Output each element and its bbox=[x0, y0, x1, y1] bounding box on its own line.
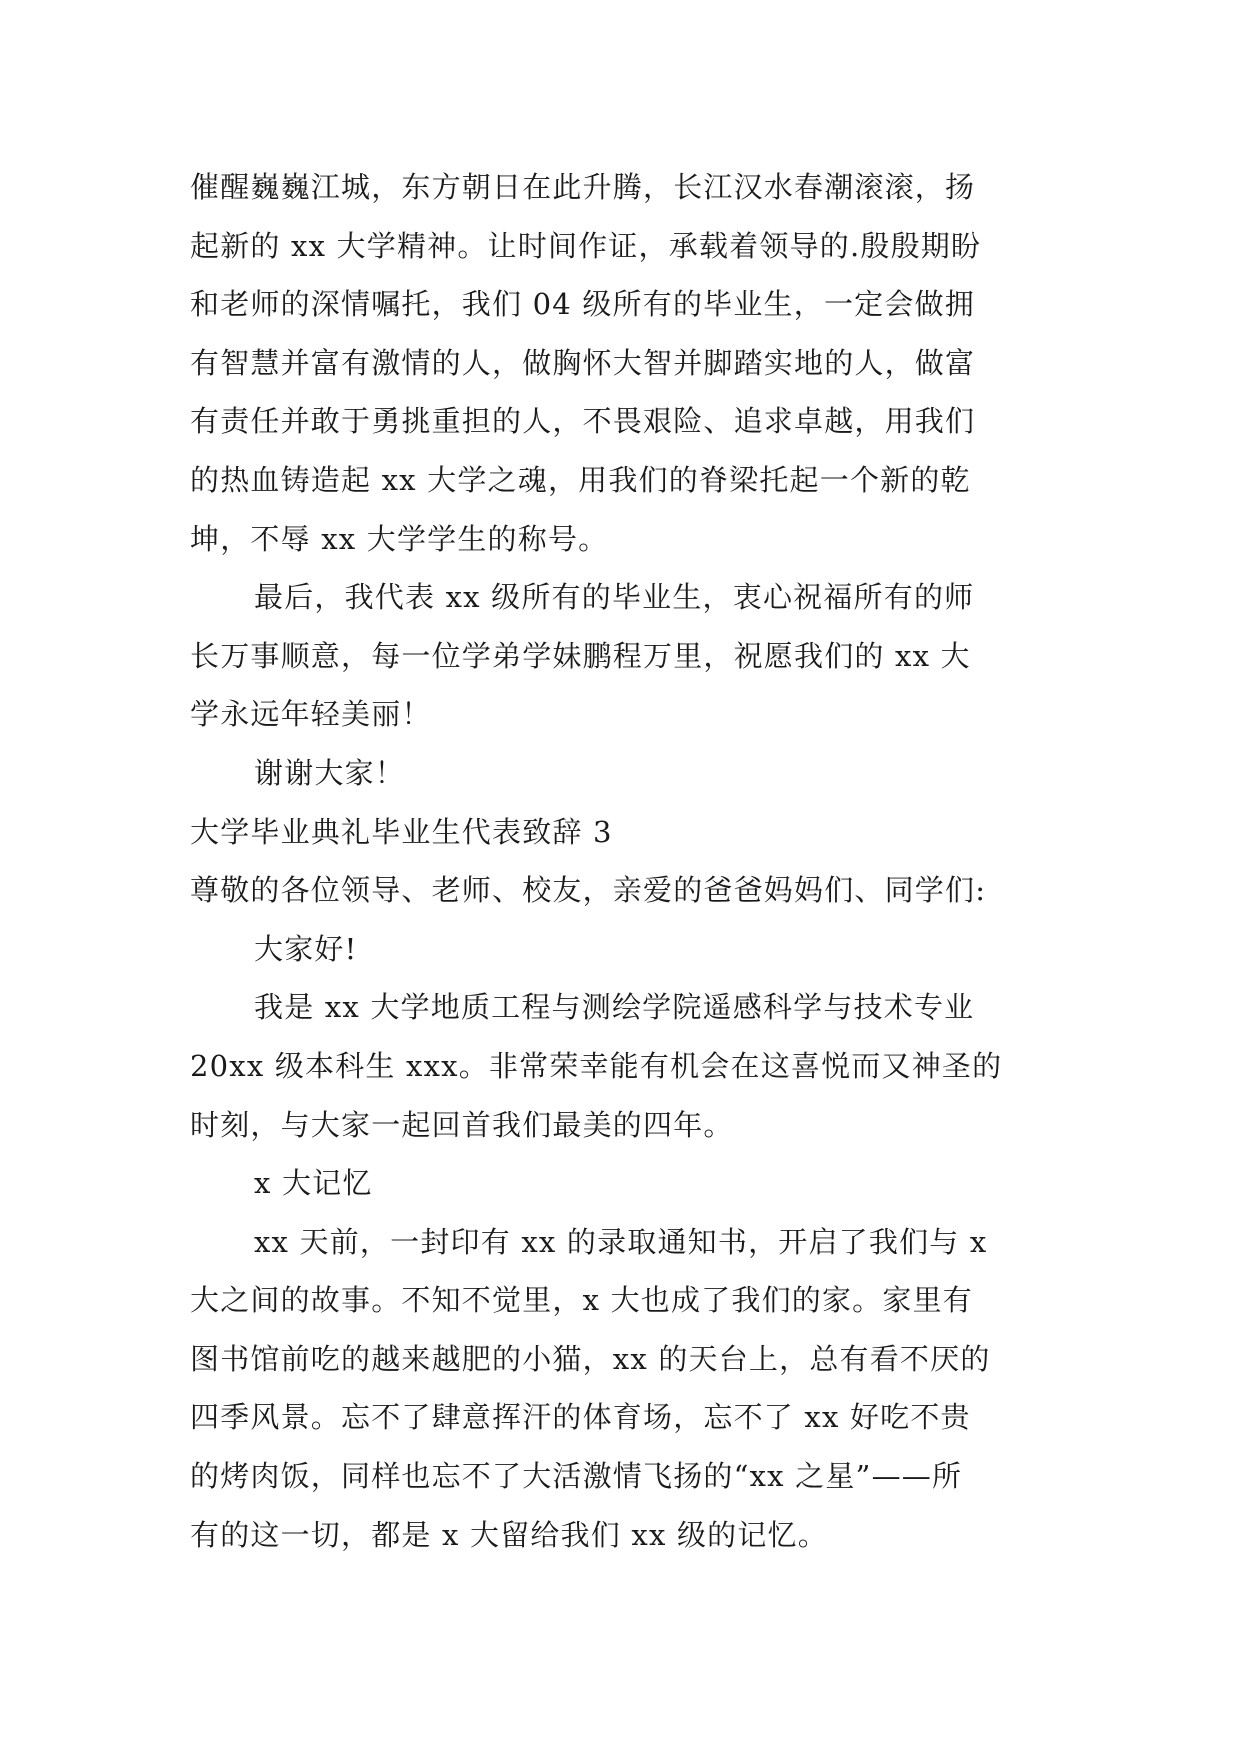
text-line: xx 天前，一封印有 xx 的录取通知书，开启了我们与 x bbox=[254, 1224, 988, 1259]
document-body bbox=[190, 158, 1060, 1564]
text-line: 有智慧并富有激情的人，做胸怀大智并脚踏实地的人，做富 bbox=[190, 345, 976, 380]
text-line: 最后，我代表 xx 级所有的毕业生，衷心祝福所有的师 bbox=[254, 580, 975, 615]
text-line: x 大记忆 bbox=[254, 1166, 373, 1201]
text-line: 有责任并敢于勇挑重担的人，不畏艰险、追求卓越，用我们 bbox=[190, 404, 976, 439]
text-line: 的烤肉饭，同样也忘不了大活激情飞扬的“xx 之星”——所 bbox=[190, 1459, 963, 1494]
text-line: 谢谢大家！ bbox=[254, 755, 406, 790]
text-line: 大学毕业典礼毕业生代表致辞 3 bbox=[190, 814, 613, 849]
text-line: 和老师的深情嘱托，我们 04 级所有的毕业生，一定会做拥 bbox=[190, 287, 975, 322]
text-line: 图书馆前吃的越来越肥的小猫，xx 的天台上，总有看不厌的 bbox=[190, 1341, 991, 1376]
text-line: 长万事顺意，每一位学弟学妹鹏程万里，祝愿我们的 xx 大 bbox=[190, 638, 971, 673]
text-line: 20xx 级本科生 xxx。非常荣幸能有机会在这喜悦而又神圣的 bbox=[190, 1048, 1003, 1083]
text-line: 时刻，与大家一起回首我们最美的四年。 bbox=[190, 1107, 734, 1142]
text-line: 催醒巍巍江城，东方朝日在此升腾，长江汉水春潮滚滚，扬 bbox=[190, 170, 976, 204]
text-line: 大之间的故事。不知不觉里，x 大也成了我们的家。家里有 bbox=[190, 1283, 973, 1318]
text-line: 学永远年轻美丽！ bbox=[190, 697, 432, 732]
text-line: 有的这一切，都是 x 大留给我们 xx 级的记忆。 bbox=[190, 1517, 828, 1552]
text-line: 起新的 xx 大学精神。让时间作证，承载着领导的.殷殷期盼 bbox=[190, 228, 982, 263]
text-line: 坤，不辱 xx 大学学生的称号。 bbox=[190, 521, 609, 556]
text-line: 我是 xx 大学地质工程与测绘学院遥感科学与技术专业 bbox=[254, 990, 975, 1025]
text-line: 的热血铸造起 xx 大学之魂，用我们的脊梁托起一个新的乾 bbox=[190, 462, 971, 497]
text-line: 大家好! bbox=[254, 931, 358, 966]
text-line: 四季风景。忘不了肆意挥汗的体育场，忘不了 xx 好吃不贵 bbox=[190, 1400, 971, 1435]
text-line: 尊敬的各位领导、老师、校友，亲爱的爸爸妈妈们、同学们: bbox=[190, 873, 987, 908]
